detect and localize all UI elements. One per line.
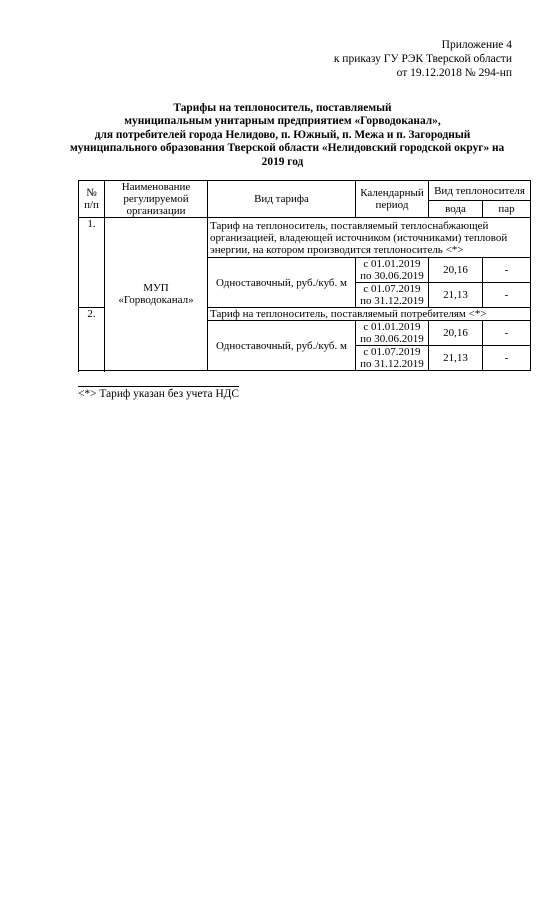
annex-line: к приказу ГУ РЭК Тверской области <box>333 53 512 65</box>
section-heading: Тариф на теплоноситель, поставляемый потребителям <*> <box>208 308 531 321</box>
water-value: 20,16 <box>429 321 483 346</box>
water-value: 21,13 <box>429 346 483 371</box>
title-line: муниципальным унитарным предприятием «Горводоканал», <box>124 115 441 128</box>
period-cell: с 01.01.2019 по 30.06.2019 <box>356 258 429 283</box>
steam-value: - <box>483 346 531 371</box>
period-cell: с 01.01.2019 по 30.06.2019 <box>356 321 429 346</box>
title-line: муниципального образования Тверской области «Нелидовский городской округ» на <box>70 142 505 155</box>
period-cell: с 01.07.2019 по 31.12.2019 <box>356 346 429 371</box>
header-heat-carrier: Вид теплоносителя <box>429 181 531 201</box>
document-title <box>70 102 505 169</box>
tariff-table <box>78 180 531 371</box>
period-cell: с 01.07.2019 по 31.12.2019 <box>356 283 429 308</box>
row-number: 1. <box>79 218 105 308</box>
footnote: <*> Тариф указан без учета НДС <box>78 388 240 400</box>
section-heading: Тариф на теплоноситель, поставляемый теплоснабжающей организацией, владеющей источником (источниками) тепловой энергии, на котором производится теплоноситель <*> <box>208 218 531 258</box>
water-value: 21,13 <box>429 283 483 308</box>
annex-reference <box>334 38 512 80</box>
tariff-type: Одноставочный, руб./куб. м <box>208 258 356 308</box>
organization-name: МУП «Горводоканал» <box>105 218 208 371</box>
header-tariff-type: Вид тарифа <box>208 181 356 218</box>
header-number: № п/п <box>79 181 105 218</box>
header-steam: пар <box>483 201 531 218</box>
header-period: Календарный период <box>356 181 429 218</box>
tariff-type: Одноставочный, руб./куб. м <box>208 321 356 371</box>
header-water: вода <box>429 201 483 218</box>
row-number: 2. <box>79 308 105 371</box>
steam-value: - <box>483 258 531 283</box>
title-line: для потребителей города Нелидово, п. Южный, п. Межа и п. Загородный <box>94 128 471 141</box>
annex-line: Приложение 4 <box>441 39 512 51</box>
header-organization: Наименование регулируемой организации <box>105 181 208 218</box>
title-line: 2019 год <box>261 155 304 168</box>
steam-value: - <box>483 283 531 308</box>
steam-value: - <box>483 321 531 346</box>
annex-line: от 19.12.2018 № 294-нп <box>396 67 512 79</box>
title-line: Тарифы на теплоноситель, поставляемый <box>173 102 392 114</box>
water-value: 20,16 <box>429 258 483 283</box>
